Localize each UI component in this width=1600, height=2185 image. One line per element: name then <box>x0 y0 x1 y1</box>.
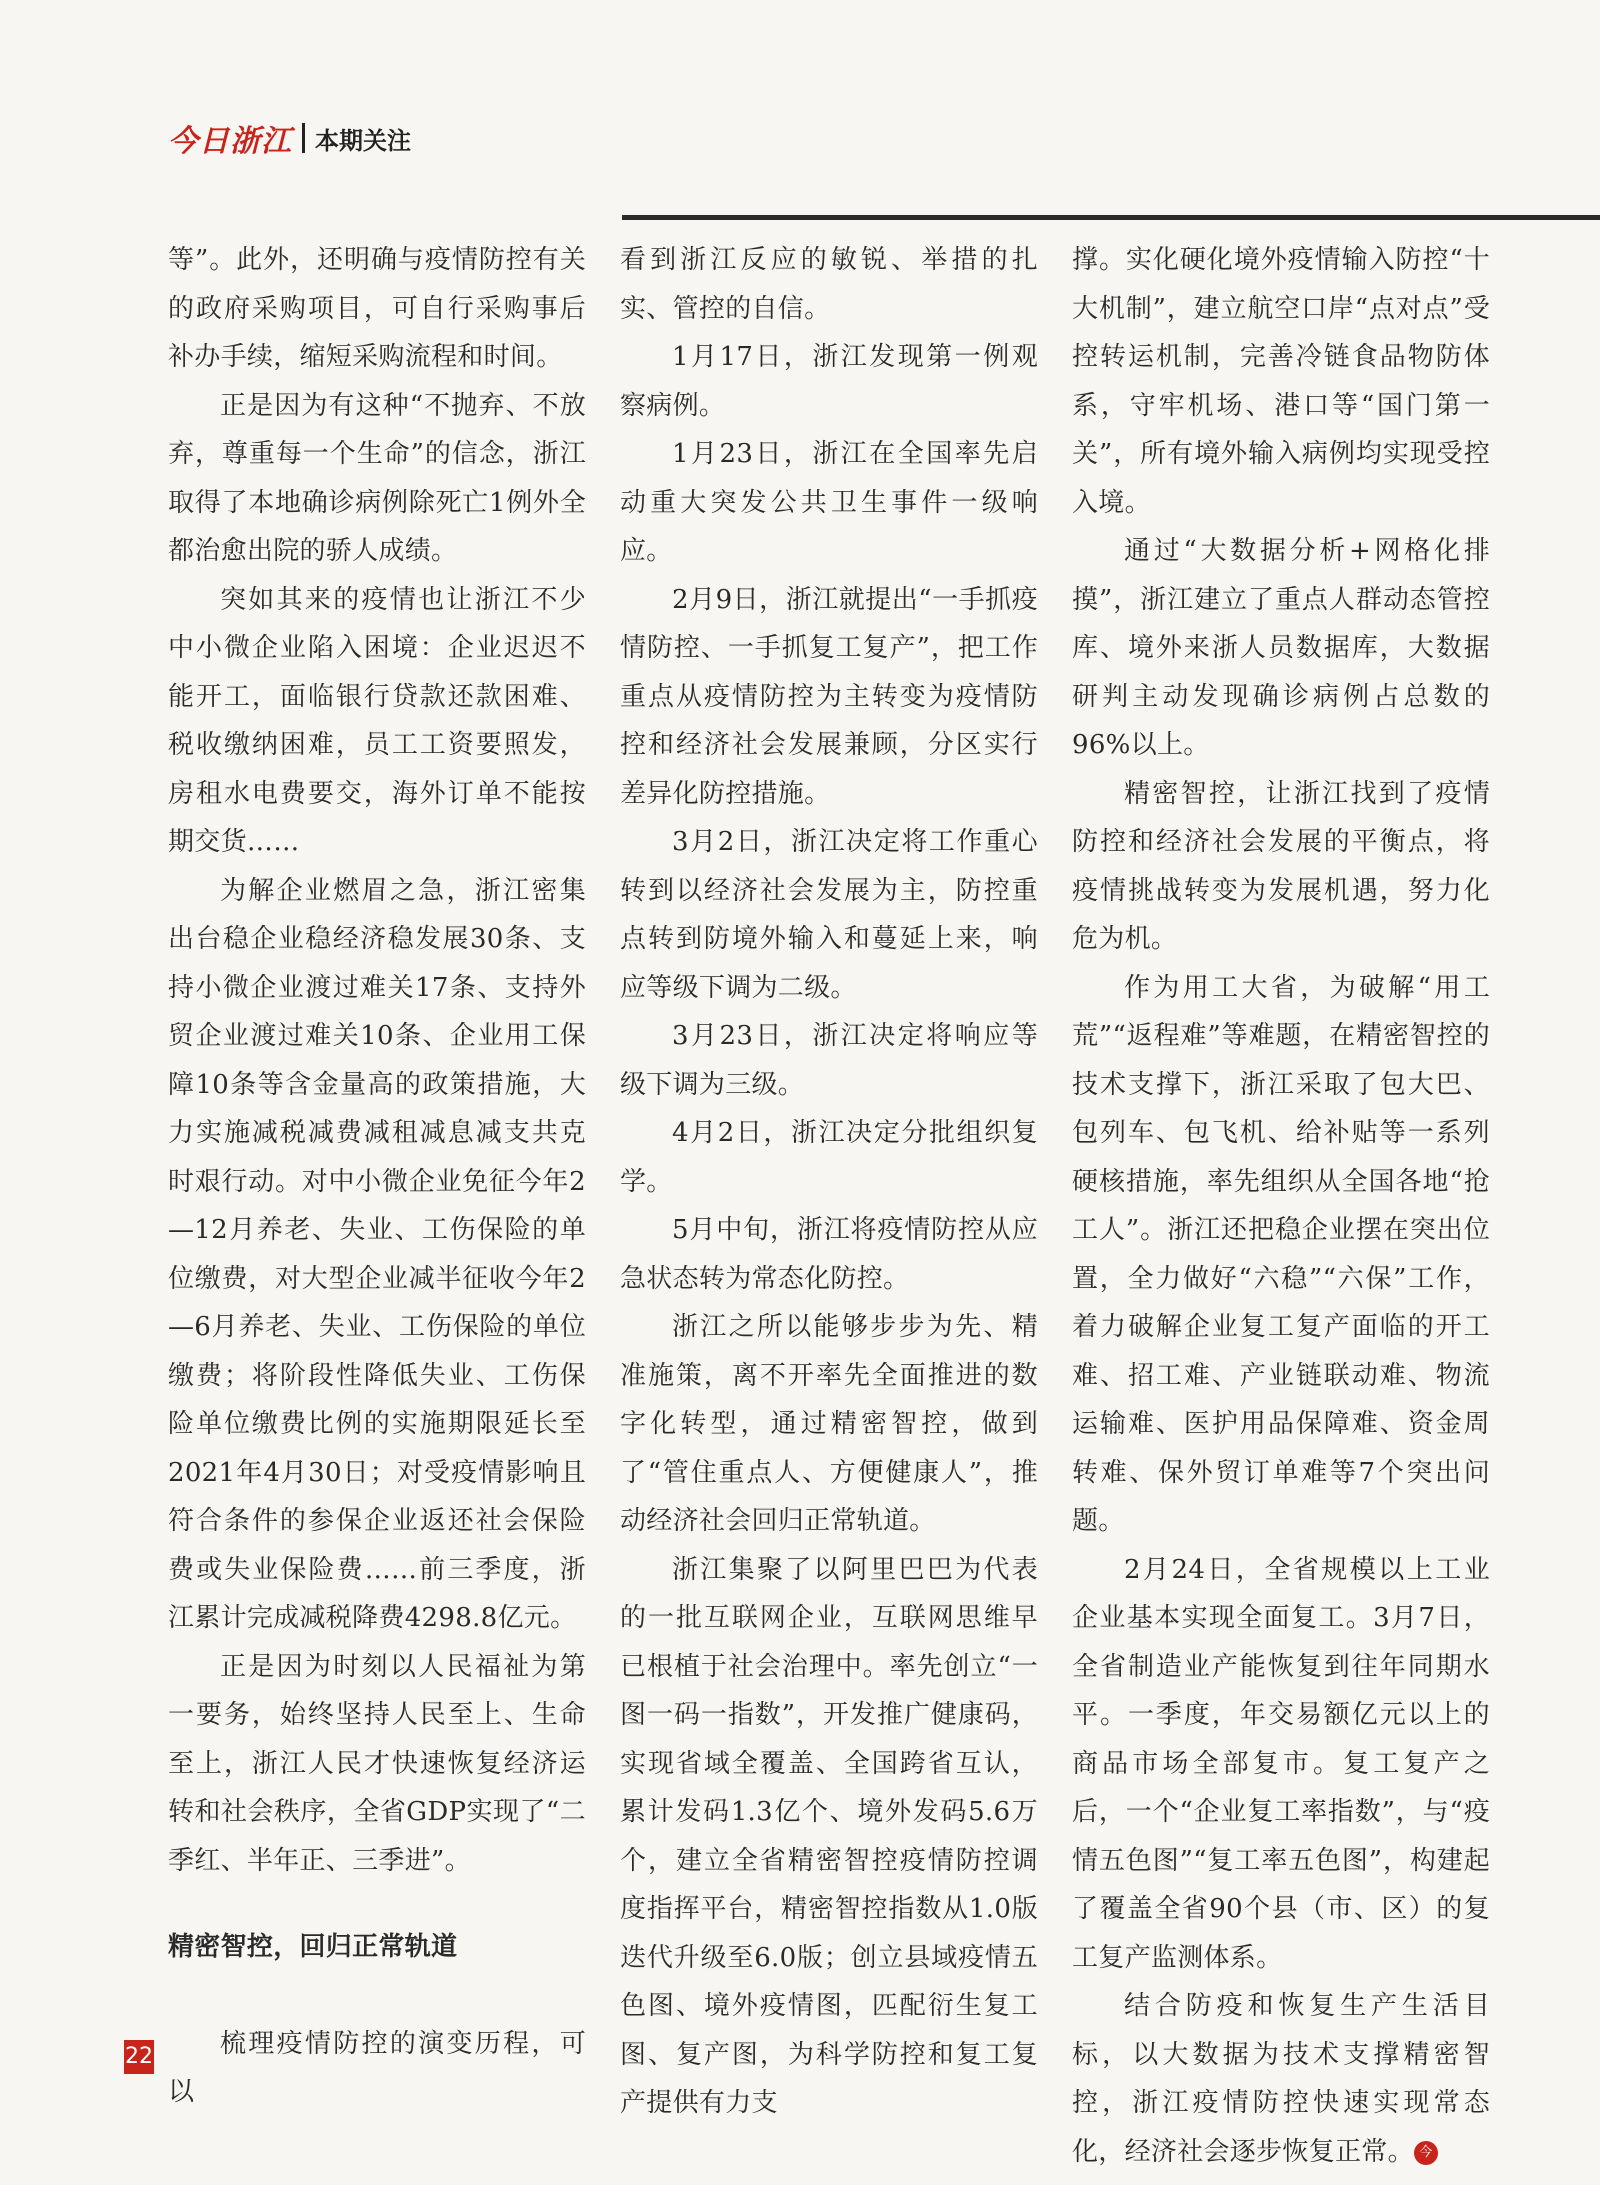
paragraph: 精密智控，让浙江找到了疫情防控和经济社会发展的平衡点，将疫情挑战转变为发展机遇，努力化危为机。 <box>1072 778 1490 954</box>
paragraph <box>1072 1982 1490 2176</box>
paragraph: 正是因为时刻以人民福祉为第一要务，始终坚持人民至上、生命至上，浙江人民才快速恢复经济运转和社会秩序，全省GDP实现了“二季红、半年正、三季进”。 <box>168 1651 586 1876</box>
paragraph: 突如其来的疫情也让浙江不少中小微企业陷入困境：企业迟迟不能开工，面临银行贷款还款困难、税收缴纳困难，员工工资要照发，房租水电费要交，海外订单不能按期交货…… <box>168 584 586 857</box>
paragraph: 2月24日，全省规模以上工业企业基本实现全面复工。3月7日，全省制造业产能恢复到往年同期水平。一季度，年交易额亿元以上的商品市场全部复市。复工复产之后，一个“企业复工率指数”，与“疫情五色图”“复工率五色图”，构建起了覆盖全省90个县（市、区）的复工复产监测体系。 <box>1072 1554 1490 1973</box>
paragraph: 撑。实化硬化境外疫情输入防控“十大机制”，建立航空口岸“点对点”受控转运机制，完善冷链食品物防体系，守牢机场、港口等“国门第一关”，所有境外输入病例均实现受控入境。 <box>1072 245 1490 518</box>
paragraph: 2月9日，浙江就提出“一手抓疫情防控、一手抓复工复产”，把工作重点从疫情防控为主转变为疫情防控和经济社会发展兼顾，分区实行差异化防控措施。 <box>620 584 1038 809</box>
header-divider <box>302 123 305 153</box>
paragraph: 1月23日，浙江在全国率先启动重大突发公共卫生事件一级响应。 <box>620 439 1038 566</box>
end-mark-icon: 今 <box>1414 2141 1438 2165</box>
paragraph-text: 结合防疫和恢复生产生活目标，以大数据为技术支撑精密智控，浙江疫情防控快速实现常态化，经济社会逐步恢复正常。 <box>1072 1991 1490 2167</box>
column-2 <box>620 236 1038 2128</box>
magazine-logo: 今日浙江 <box>168 124 292 159</box>
paragraph: 4月2日，浙江决定分批组织复学。 <box>620 1118 1038 1197</box>
page-header <box>168 118 411 158</box>
section-title: 本期关注 <box>315 126 411 155</box>
paragraph: 3月2日，浙江决定将工作重心转到以经济社会发展为主，防控重点转到防境外输入和蔓延上来，响应等级下调为二级。 <box>620 827 1038 1003</box>
paragraph: 浙江之所以能够步步为先、精准施策，离不开率先全面推进的数字化转型，通过精密智控，做到了“管住重点人、方便健康人”，推动经济社会回归正常轨道。 <box>620 1312 1038 1536</box>
paragraph: 作为用工大省，为破解“用工荒”“返程难”等难题，在精密智控的技术支撑下，浙江采取了包大巴、包列车、包飞机、给补贴等一系列硬核措施，率先组织从全国各地“抢工人”。浙江还把稳企业摆在突出位置，全力做好“六稳”“六保”工作，着力破解企业复工复产面临的开工难、招工难、产业链联动难、物流运输难、医护用品保障难、资金周转难、保外贸订单难等7个突出问题。 <box>1072 972 1490 1536</box>
paragraph: 等”。此外，还明确与疫情防控有关的政府采购项目，可自行采购事后补办手续，缩短采购流程和时间。 <box>168 245 586 372</box>
subheading: 精密智控，回归正常轨道 <box>168 1932 458 1962</box>
paragraph: 为解企业燃眉之急，浙江密集出台稳企业稳经济稳发展30条、支持小微企业渡过难关17条、支持外贸企业渡过难关10条、企业用工保障10条等含金量高的政策措施，大力实施减税减费减租减息减支共克时艰行动。对中小微企业免征今年2—12月养老、失业、工伤保险的单位缴费，对大型企业减半征收今年2—6月养老、失业、工伤保险的单位缴费；将阶段性降低失业、工伤保险单位缴费比例的实施期限延长至2021年4月30日；对受疫情影响且符合条件的参保企业返还社会保险费或失业保险费……前三季度，浙江累计完成减税降费4298.8亿元。 <box>168 875 586 1633</box>
paragraph: 看到浙江反应的敏锐、举措的扎实、管控的自信。 <box>620 245 1038 324</box>
paragraph: 梳理疫情防控的演变历程，可以 <box>168 2028 586 2107</box>
paragraph: 通过“大数据分析+网格化排摸”，浙江建立了重点人群动态管控库、境外来浙人员数据库，大数据研判主动发现确诊病例占总数的96%以上。 <box>1072 536 1490 760</box>
top-rule <box>622 215 1600 220</box>
page-number: 22 <box>124 2040 154 2074</box>
paragraph: 正是因为有这种“不抛弃、不放弃，尊重每一个生命”的信念，浙江取得了本地确诊病例除死亡1例外全都治愈出院的骄人成绩。 <box>168 390 586 566</box>
paragraph: 3月23日，浙江决定将响应等级下调为三级。 <box>620 1021 1038 1100</box>
column-3 <box>1072 236 1490 2176</box>
paragraph: 5月中旬，浙江将疫情防控从应急状态转为常态化防控。 <box>620 1215 1038 1294</box>
paragraph: 浙江集聚了以阿里巴巴为代表的一批互联网企业，互联网思维早已根植于社会治理中。率先创立“一图一码一指数”，开发推广健康码，实现省域全覆盖、全国跨省互认，累计发码1.3亿个、境外发码5.6万个，建立全省精密智控疫情防控调度指挥平台，精密智控指数从1.0版迭代升级至6.0版；创立县域疫情五色图、境外疫情图，匹配衍生复工图、复产图，为科学防控和复工复产提供有力支 <box>620 1554 1038 2118</box>
column-1 <box>168 236 586 2117</box>
paragraph: 1月17日，浙江发现第一例观察病例。 <box>620 342 1038 421</box>
